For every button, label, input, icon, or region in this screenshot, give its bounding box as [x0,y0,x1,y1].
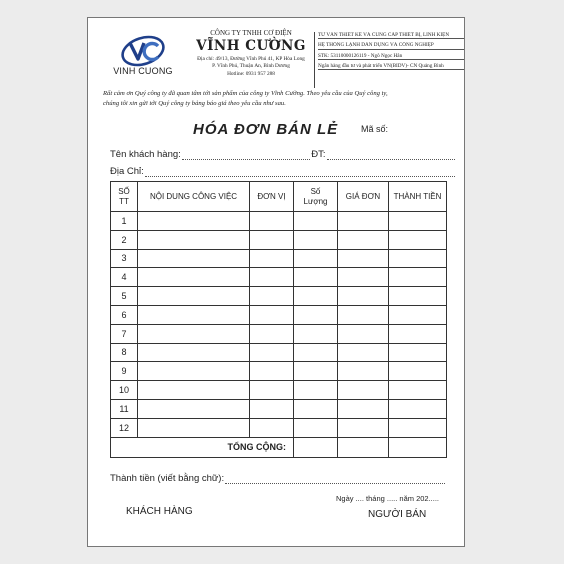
bank-account: STK: 53110000126119 - Ngô Ngọc Hân [318,53,464,60]
table-row [111,399,447,418]
company-logo [102,35,184,76]
table-cell[interactable] [338,381,389,400]
row-number: 10 [111,381,138,400]
table-cell[interactable] [338,324,389,343]
table-cell[interactable] [138,230,250,249]
table-cell[interactable] [294,287,338,306]
customer-name-field[interactable] [182,151,310,160]
total-label: TỔNG CỘNG: [111,437,294,457]
header-content: NỘI DUNG CÔNG VIỆC [138,182,250,212]
bank-name: Ngân hàng đầu tư và phát triển VN(BIDV)- CN Quảng Bình [318,63,464,70]
table-row [111,362,447,381]
table-cell[interactable] [138,305,250,324]
phone-field[interactable] [327,151,455,160]
table-cell[interactable] [294,212,338,231]
company-address-2: P. Vĩnh Phú, Thuận An, Bình Dương [212,63,290,70]
table-cell[interactable] [338,268,389,287]
table-row [111,381,447,400]
table-cell[interactable] [250,268,294,287]
table-cell[interactable] [338,287,389,306]
company-hotline: Hotline: 0931 957 288 [227,70,275,77]
table-cell[interactable] [389,212,447,231]
table-cell[interactable] [389,324,447,343]
table-header-row [111,182,447,212]
vc-logo-icon [120,35,166,67]
table-cell[interactable] [138,212,250,231]
service-line-1: TƯ VẤN THIẾT KẾ VÀ CUNG CẤP THIẾT BỊ, LINH KIỆN [318,32,464,39]
table-cell[interactable] [138,418,250,437]
table-cell[interactable] [250,343,294,362]
table-cell[interactable] [250,381,294,400]
table-cell[interactable] [294,305,338,324]
address-field[interactable] [145,168,455,177]
table-cell[interactable] [138,324,250,343]
table-cell[interactable] [338,343,389,362]
header-stt: SỐ TT [111,182,138,212]
seller-signature-label: NGƯỜI BÁN [368,509,427,520]
table-cell[interactable] [250,230,294,249]
row-number: 8 [111,343,138,362]
header-divider [314,32,315,88]
table-row [111,324,447,343]
total-cell[interactable] [294,437,338,457]
amount-words-label: Thành tiền (viết bằng chữ): [110,473,225,484]
company-info [191,29,311,78]
table-cell[interactable] [250,324,294,343]
row-number: 9 [111,362,138,381]
thanks-line-2: chúng tôi xin gửi tới Quý công ty bảng báo giá theo yêu cầu như sau. [103,99,286,107]
table-cell[interactable] [250,287,294,306]
thanks-line-1: Rất cảm ơn Quý công ty đã quan tâm tới sản phẩm của công ty Vĩnh Cường. Theo yêu cầu của Quý công ty, [103,90,388,97]
table-cell[interactable] [389,249,447,268]
date-day: Ngày [336,494,354,503]
table-cell[interactable] [138,343,250,362]
table-cell[interactable] [294,230,338,249]
header-qty: Số Lượng [294,182,338,212]
table-cell[interactable] [294,343,338,362]
table-body [111,212,447,458]
customer-label: Tên khách hàng: [110,149,181,160]
row-number: 5 [111,287,138,306]
table-cell[interactable] [389,362,447,381]
table-cell[interactable] [294,418,338,437]
table-cell[interactable] [138,249,250,268]
table-cell[interactable] [250,362,294,381]
items-table [110,181,447,458]
table-cell[interactable] [138,287,250,306]
row-number: 6 [111,305,138,324]
table-cell[interactable] [389,287,447,306]
phone-label: ĐT: [311,149,326,160]
table-cell[interactable] [138,268,250,287]
customer-signature-label: KHÁCH HÀNG [126,506,193,517]
table-cell[interactable] [389,343,447,362]
row-number: 11 [111,399,138,418]
header-total: THÀNH TIỀN [389,182,447,212]
table-row [111,305,447,324]
table-cell[interactable] [389,268,447,287]
company-type: CÔNG TY TNHH CƠ ĐIỆN [210,29,292,37]
table-cell[interactable] [389,399,447,418]
table-cell[interactable] [338,305,389,324]
row-number: 3 [111,249,138,268]
invoice-paper [87,17,465,547]
logo-text: VINH CUONG [113,66,173,76]
row-number: 12 [111,418,138,437]
total-row [111,437,447,457]
table-row [111,268,447,287]
table-row [111,230,447,249]
amount-words-field[interactable] [225,475,445,484]
invoice-title: HÓA ĐƠN BÁN LẺ [193,121,339,138]
service-line-2: HỆ THỐNG LẠNH DÂN DỤNG VÀ CÔNG NGHIỆP [318,42,464,49]
date-year: năm 202 [399,494,429,503]
header-unit: ĐƠN VỊ [250,182,294,212]
table-cell[interactable] [294,362,338,381]
table-cell[interactable] [389,418,447,437]
table-cell[interactable] [250,212,294,231]
customer-row [110,149,456,160]
table-cell[interactable] [338,362,389,381]
table-cell[interactable] [389,305,447,324]
date-month: tháng [366,494,385,503]
table-cell[interactable] [250,305,294,324]
total-cell[interactable] [338,437,389,457]
invoice-code-label: Mã số: [361,124,389,134]
table-row [111,249,447,268]
row-number: 4 [111,268,138,287]
table-cell[interactable] [338,418,389,437]
table-row [111,212,447,231]
table-cell[interactable] [138,362,250,381]
company-name: VĨNH CƯỜNG [196,38,306,54]
table-row [111,287,447,306]
address-label: Địa Chỉ: [110,166,144,177]
company-address-1: Địa chỉ: 49/13, Đường Vĩnh Phú 41, KP Hòa Long [197,56,305,62]
table-cell[interactable] [250,418,294,437]
table-row [111,418,447,437]
table-cell[interactable] [338,249,389,268]
table-cell[interactable] [294,249,338,268]
table-cell[interactable] [250,249,294,268]
table-cell[interactable] [338,399,389,418]
date-line: Ngày .... tháng ..... năm 202..... [336,494,440,503]
amount-words-row [110,473,446,484]
table-cell[interactable] [389,230,447,249]
row-number: 7 [111,324,138,343]
table-cell[interactable] [294,399,338,418]
total-cell[interactable] [389,437,447,457]
table-cell[interactable] [294,381,338,400]
table-row [111,343,447,362]
table-cell[interactable] [294,324,338,343]
header-price: GIÁ ĐƠN [338,182,389,212]
table-cell[interactable] [294,268,338,287]
table-cell[interactable] [138,381,250,400]
table-cell[interactable] [338,212,389,231]
row-number: 1 [111,212,138,231]
table-cell[interactable] [138,399,250,418]
row-number: 2 [111,230,138,249]
address-row [110,166,456,177]
table-cell[interactable] [250,399,294,418]
table-cell[interactable] [338,230,389,249]
thanks-note [103,89,453,108]
services-info [318,32,464,70]
table-cell[interactable] [389,381,447,400]
